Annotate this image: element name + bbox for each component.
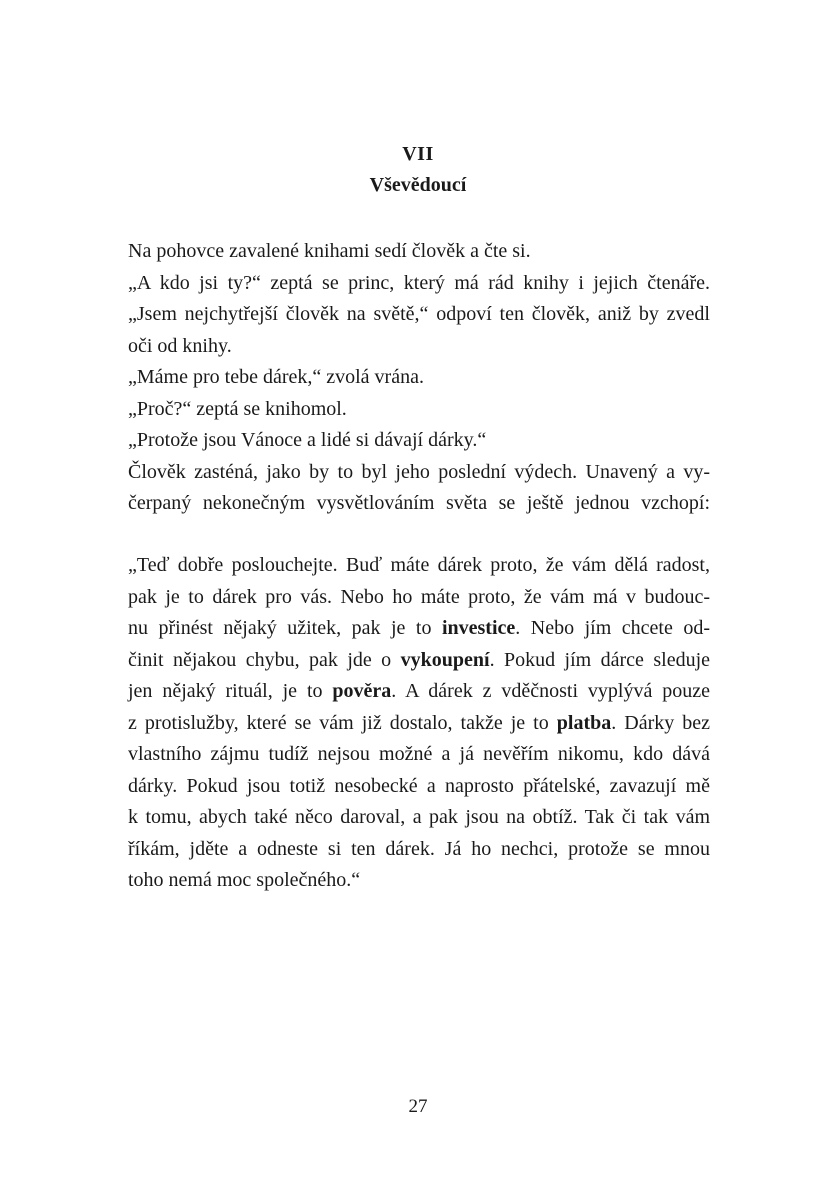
text-line: [128, 676, 710, 708]
text-line: říkám, jděte a odneste si ten dárek. Já ho nechci, protože se mnou: [128, 837, 710, 860]
text-fragment: . Dárky bez: [611, 711, 711, 734]
text-line: pak je to dárek pro vás. Nebo ho máte proto, že vám má v budouc-: [128, 585, 710, 608]
chapter-title: Vševědoucí: [369, 174, 467, 196]
text-line: „A kdo jsi ty?“ zeptá se princ, který má rád knihy i jejich čtenáře.: [128, 271, 710, 294]
paragraph-speech: [128, 550, 710, 897]
text-fragment: jen nějaký rituál, je to: [128, 680, 333, 702]
text-line: [128, 645, 710, 677]
text-line: „Teď dobře poslouchejte. Buď máte dárek proto, že vám dělá radost,: [128, 554, 710, 576]
page-number: 27: [408, 1096, 428, 1117]
bold-term-vykoupeni: vykoupení: [400, 648, 490, 671]
bold-term-platba: platba: [556, 711, 612, 734]
text-line: „Jsem nejchytřejší člověk na světě,“ odpoví ten člověk, aniž by zvedl: [128, 303, 710, 325]
text-line: čerpaný nekonečným vysvětlováním světa se ještě jednou vzchopí:: [128, 492, 710, 514]
text-line: oči od knihy.: [128, 334, 232, 357]
bold-term-investice: investice: [441, 617, 516, 639]
text-line: Člověk zasténá, jako by to byl jeho poslední výdech. Unavený a vy-: [128, 460, 710, 483]
chapter-number: VII: [402, 143, 434, 165]
text-line: dárky. Pokud jsou totiž nesobecké a naprosto přátelské, zavazují mě: [128, 774, 710, 797]
text-line: [128, 613, 710, 645]
text-line: [128, 708, 710, 740]
text-line: toho nemá moc společného.“: [128, 869, 361, 891]
text-line: „Protože jsou Vánoce a lidé si dávají dárky.“: [128, 429, 487, 451]
text-line: k tomu, abych také něco daroval, a pak jsou na obtíž. Tak či tak vám: [128, 806, 710, 828]
text-line: vlastního zájmu tudíž nejsou možné a já nevěřím nikomu, kdo dává: [128, 743, 710, 765]
text-fragment: z protislužby, které se vám již dostalo, takže je to: [128, 711, 557, 734]
text-line: „Máme pro tebe dárek,“ zvolá vrána.: [128, 366, 424, 388]
text-fragment: činit nějakou chybu, pak jde o: [128, 648, 401, 671]
text-fragment: . Pokud jím dárce sleduje: [489, 648, 711, 671]
text-line: „Proč?“ zeptá se knihomol.: [128, 397, 347, 420]
paragraph-intro: [128, 236, 710, 520]
text-fragment: nu přinést nějaký užitek, pak je to: [128, 617, 442, 639]
bold-term-povera: pověra: [332, 680, 392, 702]
text-fragment: . A dárek z vděčnosti vyplývá pouze: [391, 680, 710, 702]
text-fragment: . Nebo jím chcete od-: [515, 617, 710, 639]
text-line: Na pohovce zavalené knihami sedí člověk a čte si.: [128, 240, 531, 262]
